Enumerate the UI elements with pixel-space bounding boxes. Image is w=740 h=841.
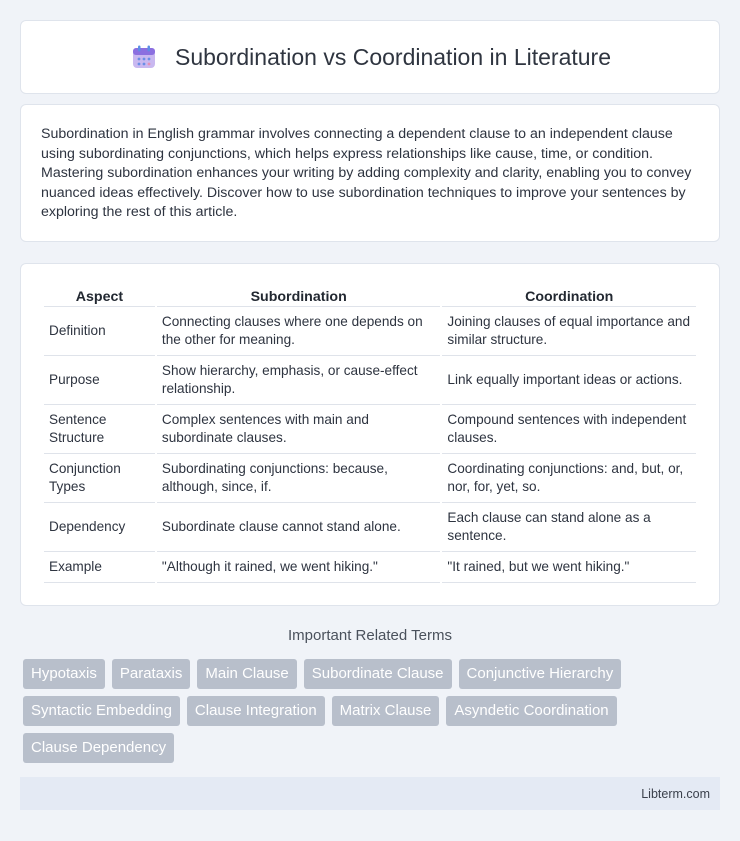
intro-card — [20, 104, 720, 242]
table-row — [44, 454, 696, 503]
tag-subordinate-clause[interactable]: Subordinate Clause — [304, 659, 452, 689]
row-coordination: Each clause can stand alone as a sentence. — [442, 503, 696, 552]
table-row — [44, 405, 696, 454]
row-aspect: Example — [44, 552, 155, 583]
table-header-row — [44, 286, 696, 307]
row-aspect: Conjunction Types — [44, 454, 155, 503]
tag-conjunctive-hierarchy[interactable]: Conjunctive Hierarchy — [459, 659, 622, 689]
row-subordination: Show hierarchy, emphasis, or cause-effect relationship. — [157, 356, 441, 405]
tag-parataxis[interactable]: Parataxis — [112, 659, 191, 689]
tag-clause-dependency[interactable]: Clause Dependency — [23, 733, 174, 763]
row-coordination: Coordinating conjunctions: and, but, or, nor, for, yet, so. — [442, 454, 696, 503]
row-subordination: Subordinate clause cannot stand alone. — [157, 503, 441, 552]
row-subordination: Connecting clauses where one depends on the other for meaning. — [157, 307, 441, 356]
tag-main-clause[interactable]: Main Clause — [197, 659, 296, 689]
table-row — [44, 552, 696, 583]
related-terms-title: Important Related Terms — [288, 627, 452, 644]
tag-matrix-clause[interactable]: Matrix Clause — [332, 696, 440, 726]
header-aspect: Aspect — [44, 286, 155, 307]
tag-asyndetic-coordination[interactable]: Asyndetic Coordination — [446, 696, 616, 726]
footer-site-link[interactable]: Libterm.com — [641, 786, 710, 801]
row-aspect: Purpose — [44, 356, 155, 405]
intro-paragraph: Subordination in English grammar involves connecting a dependent clause to an independent clause using subordinating conjunctions, which helps express relationships like cause, time, or condition. Mastering subordination enhances your writing by adding complexity and clarity, enabling you to convey nuanced ideas effectively. Discover how to use subordination techniques to improve your sentences by exploring the rest of this article. — [41, 126, 692, 221]
header-subordination: Subordination — [157, 286, 441, 307]
tag-syntactic-embedding[interactable]: Syntactic Embedding — [23, 696, 180, 726]
header-coordination: Coordination — [442, 286, 696, 307]
row-coordination: Link equally important ideas or actions. — [442, 356, 696, 405]
comparison-table — [42, 286, 698, 583]
row-aspect: Sentence Structure — [44, 405, 155, 454]
row-aspect: Dependency — [44, 503, 155, 552]
comparison-table-card — [20, 263, 720, 606]
related-terms-tags — [23, 659, 723, 763]
tag-clause-integration[interactable]: Clause Integration — [187, 696, 325, 726]
tag-hypotaxis[interactable]: Hypotaxis — [23, 659, 105, 689]
footer — [20, 777, 720, 810]
row-coordination: Compound sentences with independent clauses. — [442, 405, 696, 454]
table-row — [44, 307, 696, 356]
page-title: Subordination vs Coordination in Literature — [175, 43, 611, 70]
header-card — [20, 20, 720, 94]
calendar-icon — [129, 42, 159, 72]
row-subordination: Complex sentences with main and subordinate clauses. — [157, 405, 441, 454]
table-row — [44, 503, 696, 552]
row-aspect: Definition — [44, 307, 155, 356]
row-coordination: Joining clauses of equal importance and similar structure. — [442, 307, 696, 356]
row-subordination: "Although it rained, we went hiking." — [157, 552, 441, 583]
row-subordination: Subordinating conjunctions: because, although, since, if. — [157, 454, 441, 503]
row-coordination: "It rained, but we went hiking." — [442, 552, 696, 583]
table-row — [44, 356, 696, 405]
